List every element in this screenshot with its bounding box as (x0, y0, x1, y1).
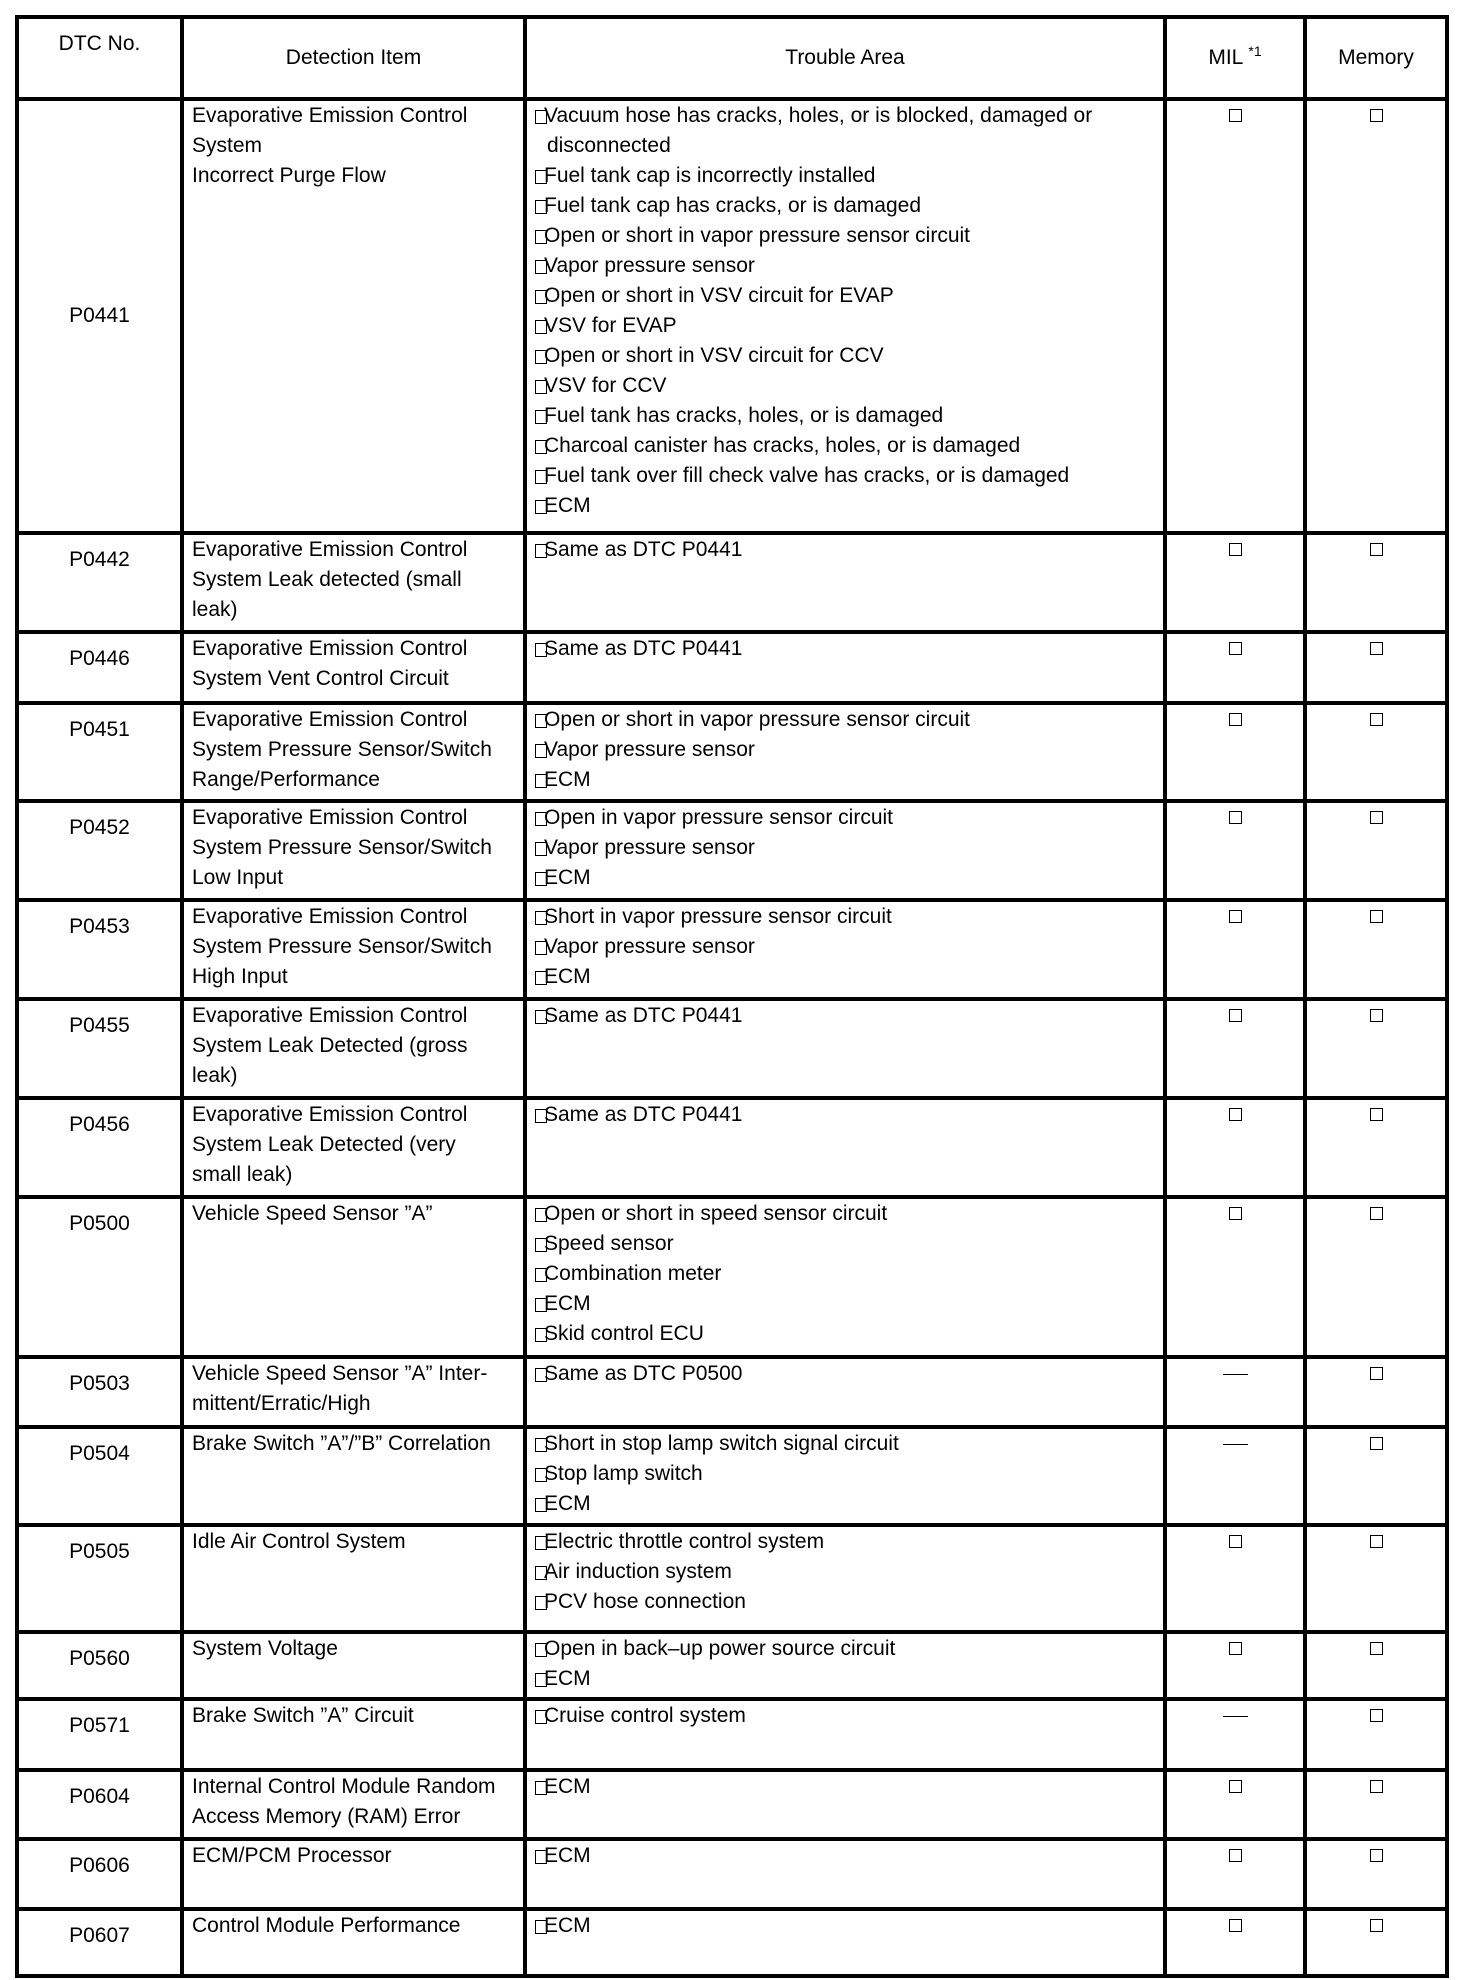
detection-item (182, 1699, 525, 1770)
detection-item (182, 999, 525, 1098)
mil-cell (1165, 1098, 1305, 1197)
detection-item (182, 703, 525, 801)
mil-cell (1165, 1909, 1305, 1976)
trouble-area-item (535, 431, 1155, 461)
trouble-area-item (535, 1259, 1155, 1289)
dtc-code: P0446 (17, 632, 182, 703)
trouble-area-item (535, 1634, 1155, 1664)
table-row (17, 1357, 1447, 1427)
square-icon (1229, 1535, 1242, 1548)
trouble-area-text: Combination meter (544, 1262, 722, 1285)
trouble-area (525, 632, 1165, 703)
trouble-area-text: Skid control ECU (544, 1322, 704, 1345)
trouble-area-item (535, 1701, 1155, 1731)
trouble-area-text: Air induction system (544, 1560, 732, 1583)
detection-line: Evaporative Emission Control (192, 1004, 468, 1027)
header-mil (1165, 17, 1305, 99)
memory-cell (1305, 1839, 1447, 1909)
trouble-area (525, 1699, 1165, 1770)
trouble-area-text: ECM (544, 965, 591, 988)
memory-cell (1305, 632, 1447, 703)
trouble-area-item (535, 1199, 1155, 1229)
trouble-area-item (535, 371, 1155, 401)
memory-cell (1305, 999, 1447, 1098)
dtc-code: P0455 (17, 999, 182, 1098)
trouble-area-item (535, 932, 1155, 962)
dtc-code: P0452 (17, 801, 182, 900)
detection-item (182, 1357, 525, 1427)
trouble-area-text: PCV hose connection (544, 1590, 746, 1613)
detection-line: System Leak Detected (gross (192, 1034, 468, 1057)
dtc-code: P0560 (17, 1632, 182, 1699)
detection-line: Range/Performance (192, 768, 380, 791)
trouble-area-text: Vacuum hose has cracks, holes, or is blocked, damaged or disconnected (544, 104, 1093, 157)
detection-line: Evaporative Emission Control (192, 905, 468, 928)
detection-line: Idle Air Control System (192, 1530, 406, 1553)
detection-line: Evaporative Emission Control (192, 104, 468, 127)
trouble-area-text: VSV for EVAP (544, 314, 677, 337)
detection-line: System Pressure Sensor/Switch (192, 935, 492, 958)
detection-line: leak) (192, 1064, 238, 1087)
mil-cell (1165, 703, 1305, 801)
trouble-area-item (535, 1841, 1155, 1871)
trouble-area (525, 1427, 1165, 1525)
trouble-area-item (535, 1527, 1155, 1557)
trouble-area-text: VSV for CCV (544, 374, 667, 397)
trouble-area-text: Open in vapor pressure sensor circuit (544, 806, 893, 829)
memory-cell (1305, 1357, 1447, 1427)
trouble-area (525, 900, 1165, 999)
trouble-area-text: Stop lamp switch (544, 1462, 703, 1485)
header-mil-footnote: *1 (1248, 43, 1262, 59)
detection-item (182, 1909, 525, 1976)
trouble-area-item (535, 191, 1155, 221)
trouble-area (525, 999, 1165, 1098)
detection-line: System (192, 134, 263, 157)
detection-line: Low Input (192, 866, 284, 889)
dtc-code: P0500 (17, 1197, 182, 1357)
detection-line: leak) (192, 598, 238, 621)
detection-line: Evaporative Emission Control (192, 806, 468, 829)
dtc-code: P0453 (17, 900, 182, 999)
detection-line: System Leak Detected (very (192, 1133, 456, 1156)
trouble-area-text: ECM (544, 866, 591, 889)
detection-line: System Pressure Sensor/Switch (192, 836, 492, 859)
square-icon (1370, 1919, 1383, 1932)
trouble-area-item (535, 634, 1155, 664)
detection-item (182, 1770, 525, 1839)
detection-item (182, 99, 525, 533)
trouble-area-item (535, 1001, 1155, 1031)
trouble-area-text: Electric throttle control system (544, 1530, 825, 1553)
square-icon (1370, 1367, 1383, 1380)
square-icon (1229, 109, 1242, 122)
trouble-area-text: Short in vapor pressure sensor circuit (544, 905, 892, 928)
dash-icon (1223, 1444, 1248, 1445)
trouble-area (525, 99, 1165, 533)
square-icon (1370, 1207, 1383, 1220)
mil-cell (1165, 1699, 1305, 1770)
trouble-area (525, 1839, 1165, 1909)
trouble-area-item (535, 1359, 1155, 1389)
table-row (17, 1770, 1447, 1839)
table-row (17, 632, 1447, 703)
detection-item (182, 1632, 525, 1699)
dash-icon (1223, 1374, 1248, 1375)
trouble-area-item (535, 251, 1155, 281)
trouble-area-text: ECM (544, 1667, 591, 1690)
table-row (17, 1197, 1447, 1357)
detection-line: System Leak detected (small (192, 568, 462, 591)
detection-line: mittent/Erratic/High (192, 1392, 371, 1415)
memory-cell (1305, 1525, 1447, 1632)
dtc-code: P0441 (17, 99, 182, 533)
trouble-area-item (535, 311, 1155, 341)
memory-cell (1305, 533, 1447, 632)
mil-cell (1165, 533, 1305, 632)
trouble-area-item (535, 401, 1155, 431)
table-row (17, 1098, 1447, 1197)
dtc-code: P0503 (17, 1357, 182, 1427)
detection-line: High Input (192, 965, 288, 988)
square-icon (1370, 1009, 1383, 1022)
detection-item (182, 900, 525, 999)
table-row (17, 533, 1447, 632)
dtc-table (15, 15, 1449, 1978)
square-icon (1229, 1009, 1242, 1022)
trouble-area-item (535, 1489, 1155, 1519)
memory-cell (1305, 1770, 1447, 1839)
detection-line: Vehicle Speed Sensor ”A” (192, 1202, 433, 1225)
mil-cell (1165, 801, 1305, 900)
trouble-area-item (535, 1289, 1155, 1319)
memory-cell (1305, 1909, 1447, 1976)
table-row (17, 801, 1447, 900)
trouble-area-item (535, 902, 1155, 932)
mil-cell (1165, 632, 1305, 703)
square-icon (1370, 543, 1383, 556)
table-row (17, 999, 1447, 1098)
dtc-code: P0456 (17, 1098, 182, 1197)
square-icon (1370, 1849, 1383, 1862)
trouble-area-item (535, 1319, 1155, 1349)
trouble-area-item (535, 863, 1155, 893)
table-row (17, 1525, 1447, 1632)
header-trouble-area: Trouble Area (525, 17, 1165, 99)
detection-line: System Pressure Sensor/Switch (192, 738, 492, 761)
trouble-area-text: Speed sensor (544, 1232, 674, 1255)
trouble-area (525, 1098, 1165, 1197)
detection-line: Evaporative Emission Control (192, 708, 468, 731)
table-row (17, 1699, 1447, 1770)
square-icon (1229, 1207, 1242, 1220)
mil-cell (1165, 1839, 1305, 1909)
trouble-area (525, 801, 1165, 900)
detection-line: Evaporative Emission Control (192, 1103, 468, 1126)
trouble-area-text: Fuel tank cap has cracks, or is damaged (544, 194, 922, 217)
trouble-area-text: ECM (544, 494, 591, 517)
table-row (17, 1427, 1447, 1525)
square-icon (1370, 1780, 1383, 1793)
detection-line: Evaporative Emission Control (192, 637, 468, 660)
trouble-area (525, 533, 1165, 632)
table-row (17, 1909, 1447, 1976)
trouble-area-text: Vapor pressure sensor (544, 738, 755, 761)
trouble-area-text: Same as DTC P0500 (544, 1362, 743, 1385)
trouble-area-text: Charcoal canister has cracks, holes, or is damaged (544, 434, 1021, 457)
trouble-area-text: ECM (544, 768, 591, 791)
trouble-area-item (535, 1772, 1155, 1802)
detection-line: Brake Switch ”A” Circuit (192, 1704, 414, 1727)
trouble-area-text: ECM (544, 1775, 591, 1798)
memory-cell (1305, 703, 1447, 801)
mil-cell (1165, 1197, 1305, 1357)
trouble-area-item (535, 1587, 1155, 1617)
detection-item (182, 1098, 525, 1197)
mil-cell (1165, 1525, 1305, 1632)
detection-line: Incorrect Purge Flow (192, 164, 386, 187)
mil-cell (1165, 1427, 1305, 1525)
trouble-area-text: ECM (544, 1492, 591, 1515)
square-icon (1229, 1642, 1242, 1655)
trouble-area-item (535, 1100, 1155, 1130)
detection-item (182, 1525, 525, 1632)
mil-cell (1165, 900, 1305, 999)
trouble-area (525, 1909, 1165, 1976)
trouble-area-item (535, 1664, 1155, 1694)
square-icon (1370, 811, 1383, 824)
dtc-code: P0442 (17, 533, 182, 632)
memory-cell (1305, 1699, 1447, 1770)
trouble-area (525, 1632, 1165, 1699)
square-icon (1229, 642, 1242, 655)
trouble-area-text: Same as DTC P0441 (544, 1004, 743, 1027)
table-row (17, 900, 1447, 999)
trouble-area-item (535, 1429, 1155, 1459)
trouble-area-text: Same as DTC P0441 (544, 637, 743, 660)
memory-cell (1305, 900, 1447, 999)
trouble-area-text: Open or short in speed sensor circuit (544, 1202, 888, 1225)
trouble-area-text: Same as DTC P0441 (544, 538, 743, 561)
detection-line: Vehicle Speed Sensor ”A” Inter- (192, 1362, 488, 1385)
square-icon (1229, 1849, 1242, 1862)
detection-item (182, 1839, 525, 1909)
trouble-area (525, 1525, 1165, 1632)
mil-cell (1165, 99, 1305, 533)
memory-cell (1305, 99, 1447, 533)
dtc-code: P0571 (17, 1699, 182, 1770)
square-icon (1370, 1642, 1383, 1655)
dtc-code: P0504 (17, 1427, 182, 1525)
detection-line: ECM/PCM Processor (192, 1844, 392, 1867)
detection-item (182, 801, 525, 900)
trouble-area-text: Vapor pressure sensor (544, 836, 755, 859)
trouble-area-item (535, 281, 1155, 311)
memory-cell (1305, 801, 1447, 900)
square-icon (1370, 1437, 1383, 1450)
dtc-code: P0505 (17, 1525, 182, 1632)
square-icon (1229, 543, 1242, 556)
table-row (17, 1839, 1447, 1909)
square-icon (1370, 109, 1383, 122)
square-icon (1229, 1108, 1242, 1121)
memory-cell (1305, 1632, 1447, 1699)
detection-line: System Vent Control Circuit (192, 667, 449, 690)
detection-line: Control Module Performance (192, 1914, 461, 1937)
detection-item (182, 1427, 525, 1525)
square-icon (1229, 713, 1242, 726)
trouble-area-item (535, 1911, 1155, 1941)
trouble-area-text: ECM (544, 1292, 591, 1315)
square-icon (1370, 910, 1383, 923)
mil-cell (1165, 1770, 1305, 1839)
mil-cell (1165, 1632, 1305, 1699)
trouble-area-text: Same as DTC P0441 (544, 1103, 743, 1126)
table-row (17, 1632, 1447, 1699)
mil-cell (1165, 999, 1305, 1098)
table-row (17, 703, 1447, 801)
trouble-area-item (535, 705, 1155, 735)
trouble-area-item (535, 962, 1155, 992)
detection-item (182, 1197, 525, 1357)
dtc-code: P0451 (17, 703, 182, 801)
square-icon (1229, 910, 1242, 923)
header-memory: Memory (1305, 17, 1447, 99)
table-body (17, 99, 1447, 1976)
table-header-row (17, 17, 1447, 99)
trouble-area-text: Open or short in VSV circuit for EVAP (544, 284, 894, 307)
trouble-area-text: Fuel tank cap is incorrectly installed (544, 164, 876, 187)
header-dtc-no: DTC No. (17, 17, 182, 99)
trouble-area-text: Open or short in vapor pressure sensor circuit (544, 224, 971, 247)
table-row (17, 99, 1447, 533)
trouble-area-text: Vapor pressure sensor (544, 935, 755, 958)
trouble-area-text: Cruise control system (544, 1704, 746, 1727)
detection-line: System Voltage (192, 1637, 338, 1660)
detection-item (182, 533, 525, 632)
trouble-area-item (535, 491, 1155, 521)
square-icon (1370, 713, 1383, 726)
square-icon (1370, 1535, 1383, 1548)
trouble-area-text: Fuel tank over fill check valve has cracks, or is damaged (544, 464, 1070, 487)
trouble-area (525, 1770, 1165, 1839)
dtc-code: P0604 (17, 1770, 182, 1839)
square-icon (1229, 1780, 1242, 1793)
dash-icon (1223, 1716, 1248, 1717)
trouble-area-item (535, 833, 1155, 863)
trouble-area (525, 703, 1165, 801)
trouble-area-item (535, 341, 1155, 371)
trouble-area (525, 1197, 1165, 1357)
trouble-area-text: ECM (544, 1844, 591, 1867)
trouble-area-item (535, 535, 1155, 565)
trouble-area-item (535, 765, 1155, 795)
trouble-area-text: ECM (544, 1914, 591, 1937)
trouble-area-text: Open or short in vapor pressure sensor circuit (544, 708, 971, 731)
memory-cell (1305, 1098, 1447, 1197)
trouble-area-item (535, 101, 1155, 161)
trouble-area-item (535, 161, 1155, 191)
trouble-area-item (535, 735, 1155, 765)
header-detection-item: Detection Item (182, 17, 525, 99)
dtc-code: P0606 (17, 1839, 182, 1909)
trouble-area-text: Fuel tank has cracks, holes, or is damaged (544, 404, 944, 427)
mil-cell (1165, 1357, 1305, 1427)
detection-line: Evaporative Emission Control (192, 538, 468, 561)
trouble-area-item (535, 221, 1155, 251)
trouble-area-text: Short in stop lamp switch signal circuit (544, 1432, 899, 1455)
trouble-area (525, 1357, 1165, 1427)
trouble-area-item (535, 1557, 1155, 1587)
square-icon (1370, 1709, 1383, 1722)
memory-cell (1305, 1197, 1447, 1357)
square-icon (1229, 811, 1242, 824)
trouble-area-text: Open in back–up power source circuit (544, 1637, 896, 1660)
header-mil-label: MIL (1208, 46, 1243, 69)
trouble-area-item (535, 461, 1155, 491)
square-icon (1370, 642, 1383, 655)
trouble-area-item (535, 803, 1155, 833)
trouble-area-item (535, 1229, 1155, 1259)
trouble-area-text: Open or short in VSV circuit for CCV (544, 344, 884, 367)
detection-line: Brake Switch ”A”/”B” Correlation (192, 1432, 491, 1455)
memory-cell (1305, 1427, 1447, 1525)
dtc-code: P0607 (17, 1909, 182, 1976)
trouble-area-item (535, 1459, 1155, 1489)
detection-line: small leak) (192, 1163, 293, 1186)
trouble-area-text: Vapor pressure sensor (544, 254, 755, 277)
detection-line: Internal Control Module Random (192, 1775, 496, 1798)
square-icon (1229, 1919, 1242, 1932)
detection-item (182, 632, 525, 703)
square-icon (1370, 1108, 1383, 1121)
detection-line: Access Memory (RAM) Error (192, 1805, 461, 1828)
